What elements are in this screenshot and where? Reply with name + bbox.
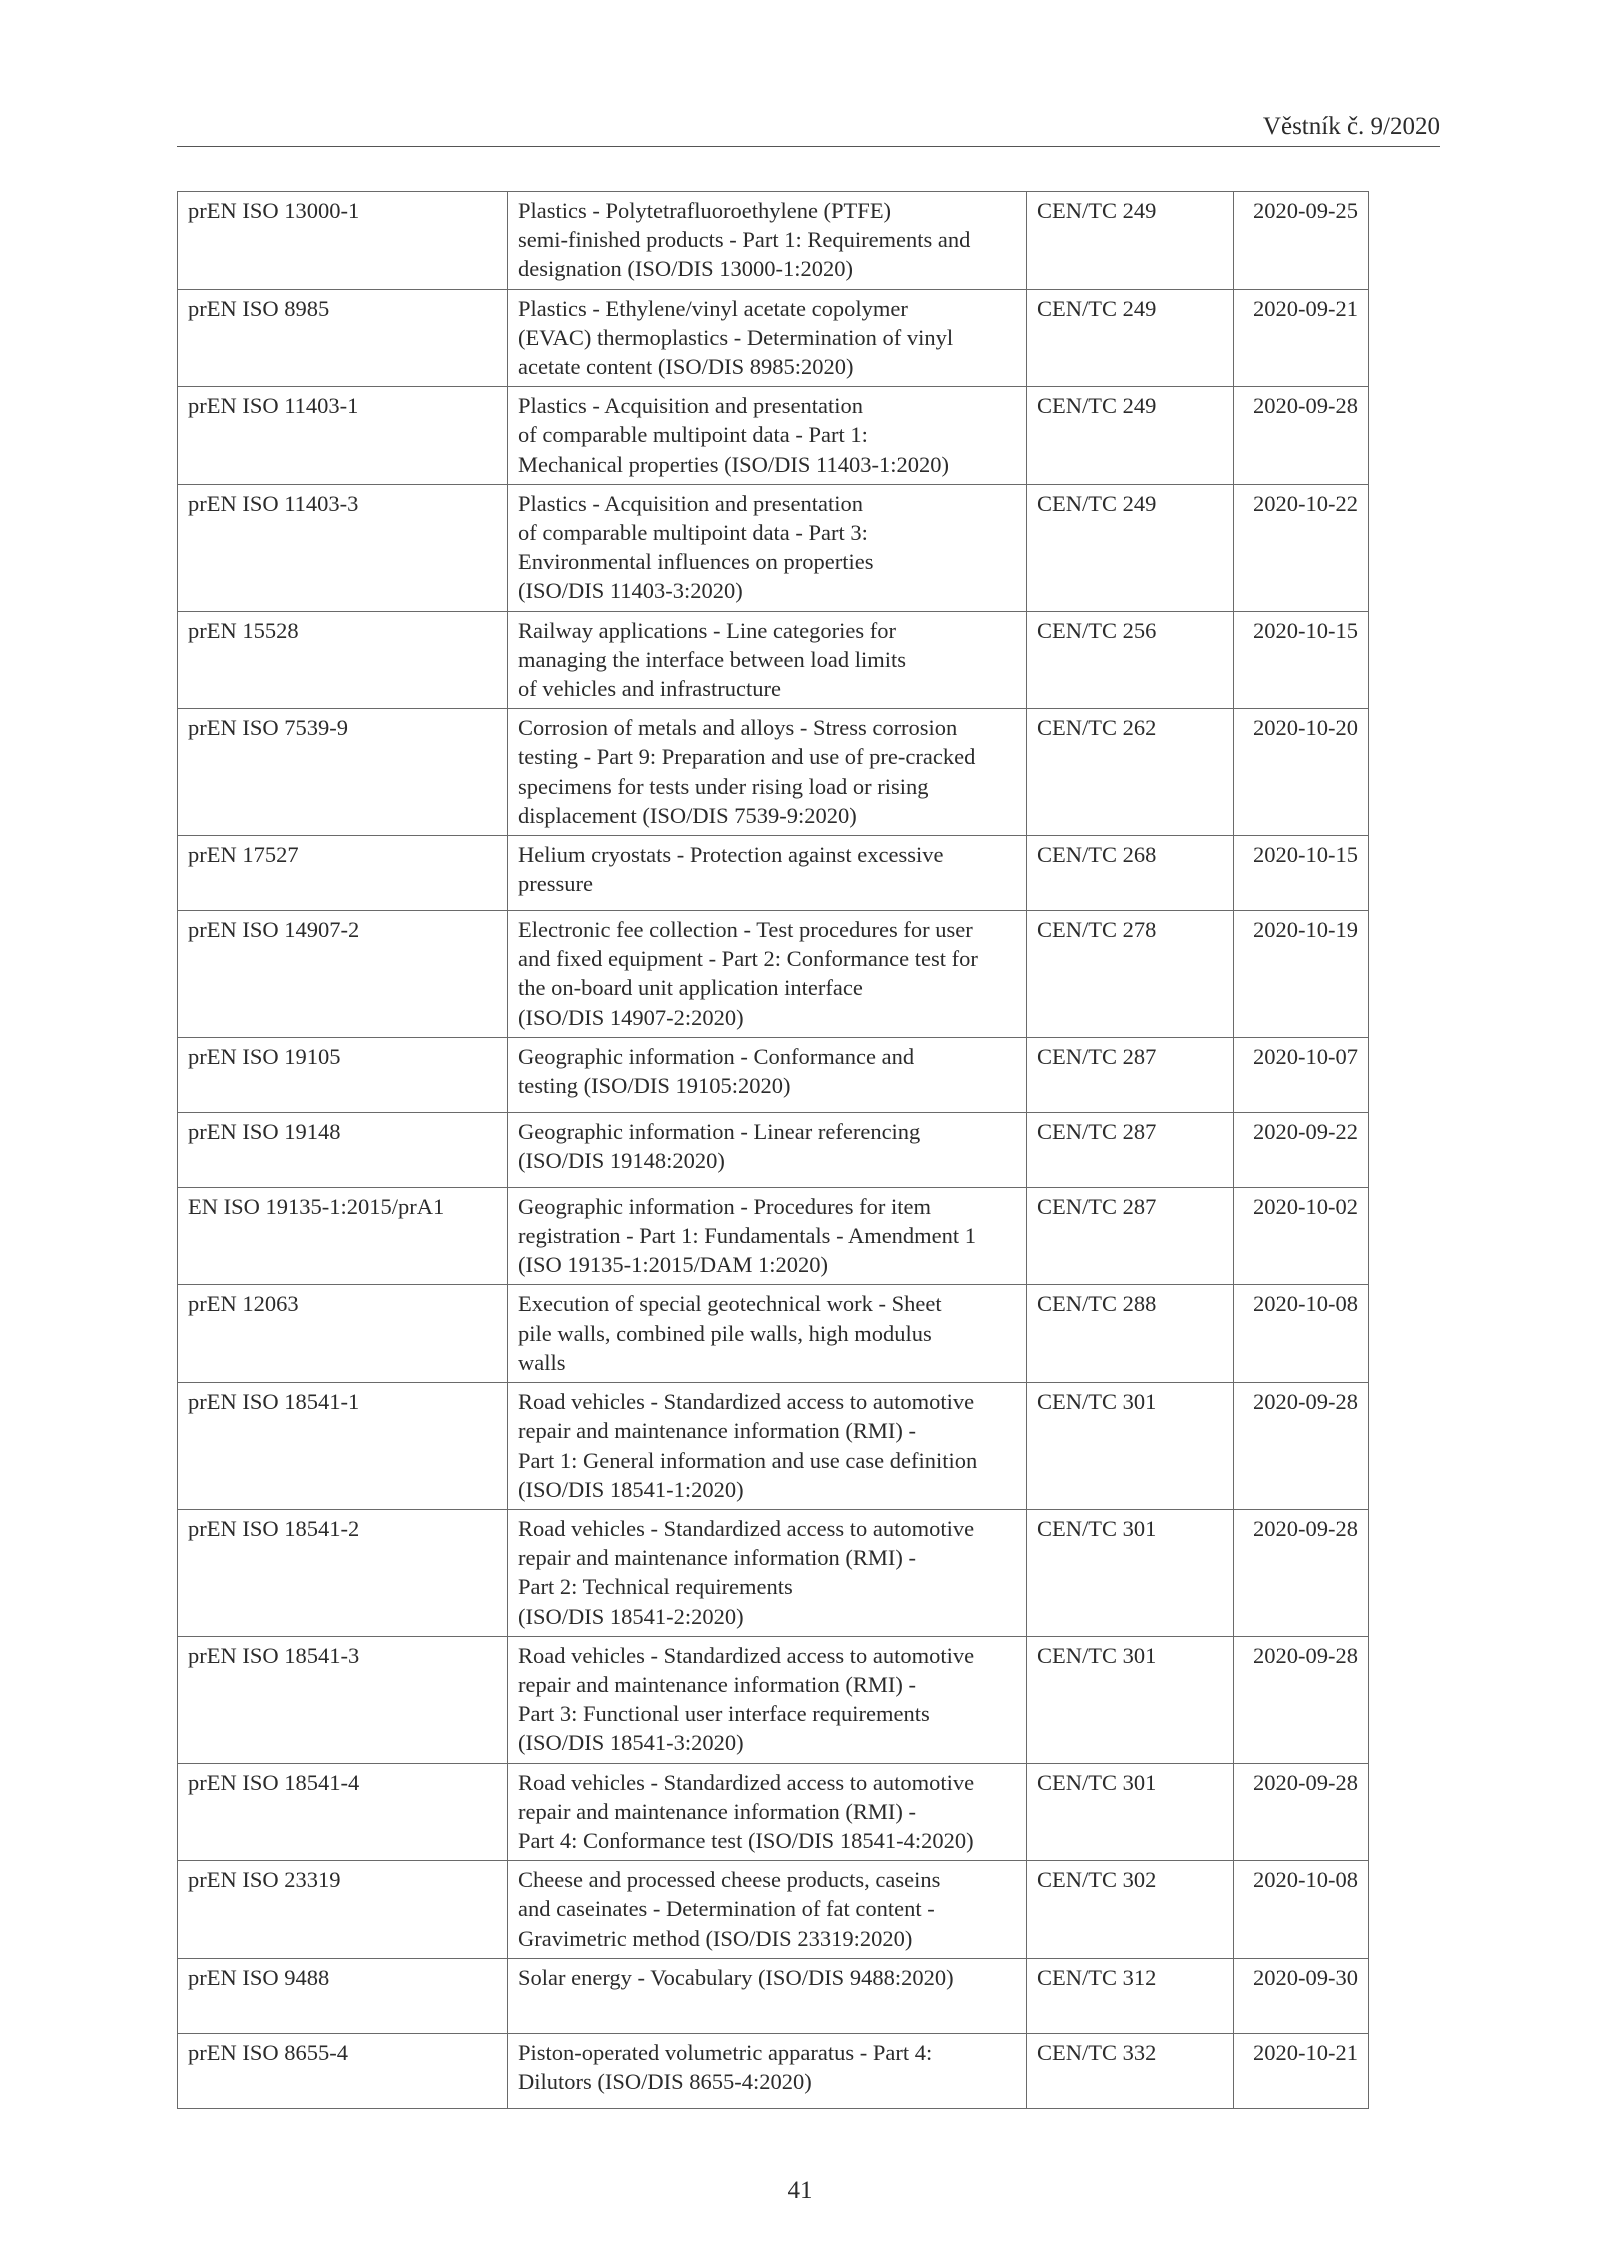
table-row <box>178 1763 1369 1861</box>
title-line: Environmental influences on properties <box>518 549 874 575</box>
title-line: testing - Part 9: Preparation and use of pre-cracked <box>518 744 976 770</box>
deadline-date-cell: 2020-10-02 <box>1234 1187 1369 1285</box>
committee-cell: CEN/TC 287 <box>1027 1037 1234 1112</box>
table-row <box>178 2033 1369 2108</box>
table-row <box>178 289 1369 387</box>
committee-cell: CEN/TC 249 <box>1027 484 1234 611</box>
title-line: of comparable multipoint data - Part 3: <box>518 520 868 546</box>
title-line: Road vehicles - Standardized access to automotive <box>518 1515 975 1541</box>
table-row <box>178 387 1369 485</box>
table-row <box>178 1037 1369 1112</box>
committee-cell: CEN/TC 302 <box>1027 1861 1234 1959</box>
committee-cell: CEN/TC 268 <box>1027 836 1234 911</box>
committee-cell: CEN/TC 312 <box>1027 1958 1234 2033</box>
standard-id-cell: prEN ISO 18541-3 <box>178 1636 508 1763</box>
deadline-date-cell: 2020-10-22 <box>1234 484 1369 611</box>
standard-title-cell <box>508 387 1027 485</box>
deadline-date-cell: 2020-09-28 <box>1234 1509 1369 1636</box>
table-row <box>178 611 1369 709</box>
title-line: Geographic information - Procedures for item <box>518 1193 931 1219</box>
title-line: walls <box>518 1349 566 1375</box>
deadline-date-cell: 2020-10-15 <box>1234 836 1369 911</box>
standard-id-cell: prEN ISO 18541-2 <box>178 1509 508 1636</box>
title-line: Part 3: Functional user interface requirements <box>518 1701 930 1727</box>
standard-id-cell: prEN 17527 <box>178 836 508 911</box>
title-line: of comparable multipoint data - Part 1: <box>518 422 868 448</box>
deadline-date-cell: 2020-10-21 <box>1234 2033 1369 2108</box>
standard-title-cell <box>508 289 1027 387</box>
title-line: repair and maintenance information (RMI) - <box>518 1798 916 1824</box>
title-line: displacement (ISO/DIS 7539-9:2020) <box>518 802 857 828</box>
table-row <box>178 1187 1369 1285</box>
deadline-date-cell: 2020-10-15 <box>1234 611 1369 709</box>
title-line: pressure <box>518 871 593 897</box>
table-row <box>178 192 1369 290</box>
table-row <box>178 1861 1369 1959</box>
title-line: repair and maintenance information (RMI) - <box>518 1671 916 1697</box>
standard-id-cell: prEN ISO 7539-9 <box>178 709 508 836</box>
title-line: Road vehicles - Standardized access to automotive <box>518 1389 975 1415</box>
standard-id-cell: prEN ISO 11403-3 <box>178 484 508 611</box>
title-line: and caseinates - Determination of fat content - <box>518 1896 935 1922</box>
standard-id-cell: prEN ISO 23319 <box>178 1861 508 1959</box>
title-line: (ISO 19135-1:2015/DAM 1:2020) <box>518 1252 828 1278</box>
standard-title-cell <box>508 484 1027 611</box>
title-line: Road vehicles - Standardized access to automotive <box>518 1642 975 1668</box>
deadline-date-cell: 2020-10-08 <box>1234 1861 1369 1959</box>
table-row <box>178 1636 1369 1763</box>
title-line: Plastics - Polytetrafluoroethylene (PTFE) <box>518 198 892 223</box>
deadline-date-cell: 2020-10-08 <box>1234 1285 1369 1383</box>
standard-title-cell <box>508 1861 1027 1959</box>
deadline-date-cell: 2020-09-28 <box>1234 1763 1369 1861</box>
title-line: Corrosion of metals and alloys - Stress corrosion <box>518 715 958 741</box>
standard-title-cell <box>508 1112 1027 1187</box>
committee-cell: CEN/TC 301 <box>1027 1383 1234 1510</box>
committee-cell: CEN/TC 301 <box>1027 1636 1234 1763</box>
standard-title-cell <box>508 1636 1027 1763</box>
standard-id-cell: prEN ISO 18541-1 <box>178 1383 508 1510</box>
title-line: Part 2: Technical requirements <box>518 1574 793 1600</box>
deadline-date-cell: 2020-09-21 <box>1234 289 1369 387</box>
title-line: (ISO/DIS 11403-3:2020) <box>518 578 743 604</box>
standard-id-cell: prEN ISO 11403-1 <box>178 387 508 485</box>
standard-id-cell: prEN ISO 13000-1 <box>178 192 508 290</box>
table-row <box>178 1509 1369 1636</box>
committee-cell: CEN/TC 278 <box>1027 911 1234 1038</box>
title-line: pile walls, combined pile walls, high modulus <box>518 1320 932 1346</box>
title-line: Plastics - Ethylene/vinyl acetate copolymer <box>518 295 908 321</box>
title-line: Railway applications - Line categories for <box>518 617 896 643</box>
table-row <box>178 911 1369 1038</box>
standards-table-body <box>178 192 1369 2109</box>
title-line: Geographic information - Conformance and <box>518 1043 915 1069</box>
title-line: semi-finished products - Part 1: Requirements and <box>518 227 971 253</box>
committee-cell: CEN/TC 332 <box>1027 2033 1234 2108</box>
title-line: Plastics - Acquisition and presentation <box>518 490 863 516</box>
committee-cell: CEN/TC 249 <box>1027 289 1234 387</box>
deadline-date-cell: 2020-10-19 <box>1234 911 1369 1038</box>
title-line: (ISO/DIS 14907-2:2020) <box>518 1004 744 1030</box>
title-line: designation (ISO/DIS 13000-1:2020) <box>518 256 853 282</box>
title-line: (ISO/DIS 19148:2020) <box>518 1148 725 1174</box>
deadline-date-cell: 2020-09-28 <box>1234 1383 1369 1510</box>
deadline-date-cell: 2020-09-25 <box>1234 192 1369 290</box>
title-line: Plastics - Acquisition and presentation <box>518 393 863 419</box>
title-line: Part 4: Conformance test (ISO/DIS 18541-4:2020) <box>518 1827 974 1853</box>
title-line: Gravimetric method (ISO/DIS 23319:2020) <box>518 1925 913 1951</box>
standard-title-cell <box>508 1285 1027 1383</box>
title-line: managing the interface between load limits <box>518 646 906 672</box>
table-row <box>178 1285 1369 1383</box>
committee-cell: CEN/TC 287 <box>1027 1187 1234 1285</box>
standards-table <box>177 191 1369 2109</box>
committee-cell: CEN/TC 249 <box>1027 192 1234 290</box>
title-line: (ISO/DIS 18541-2:2020) <box>518 1603 744 1629</box>
standard-title-cell <box>508 2033 1027 2108</box>
standard-id-cell: prEN ISO 9488 <box>178 1958 508 2033</box>
standard-title-cell <box>508 1383 1027 1510</box>
deadline-date-cell: 2020-09-30 <box>1234 1958 1369 2033</box>
standard-title-cell <box>508 1509 1027 1636</box>
title-line: specimens for tests under rising load or rising <box>518 773 929 799</box>
title-line: testing (ISO/DIS 19105:2020) <box>518 1073 791 1099</box>
standard-id-cell: prEN 15528 <box>178 611 508 709</box>
title-line: Helium cryostats - Protection against excessive <box>518 842 944 868</box>
table-row <box>178 484 1369 611</box>
page-header <box>177 112 1440 147</box>
committee-cell: CEN/TC 288 <box>1027 1285 1234 1383</box>
standard-title-cell <box>508 1763 1027 1861</box>
title-line: (ISO/DIS 18541-3:2020) <box>518 1730 744 1756</box>
title-line: (ISO/DIS 18541-1:2020) <box>518 1476 744 1502</box>
deadline-date-cell: 2020-10-20 <box>1234 709 1369 836</box>
deadline-date-cell: 2020-09-28 <box>1234 1636 1369 1763</box>
title-line: repair and maintenance information (RMI) - <box>518 1418 916 1444</box>
bulletin-title: Věstník č. 9/2020 <box>1262 113 1440 140</box>
standard-title-cell <box>508 911 1027 1038</box>
title-line: Electronic fee collection - Test procedures for user <box>518 917 973 943</box>
title-line: registration - Part 1: Fundamentals - Amendment 1 <box>518 1223 977 1249</box>
table-row <box>178 1958 1369 2033</box>
title-line: Solar energy - Vocabulary (ISO/DIS 9488:2020) <box>518 1964 954 1990</box>
table-row <box>178 1383 1369 1510</box>
table-row <box>178 1112 1369 1187</box>
committee-cell: CEN/TC 249 <box>1027 387 1234 485</box>
standard-title-cell <box>508 709 1027 836</box>
deadline-date-cell: 2020-10-07 <box>1234 1037 1369 1112</box>
committee-cell: CEN/TC 256 <box>1027 611 1234 709</box>
title-line: acetate content (ISO/DIS 8985:2020) <box>518 354 854 380</box>
table-row <box>178 836 1369 911</box>
standard-id-cell: EN ISO 19135-1:2015/prA1 <box>178 1187 508 1285</box>
standard-title-cell <box>508 1958 1027 2033</box>
standard-title-cell <box>508 192 1027 290</box>
title-line: Dilutors (ISO/DIS 8655-4:2020) <box>518 2068 812 2094</box>
standard-id-cell: prEN ISO 14907-2 <box>178 911 508 1038</box>
title-line: repair and maintenance information (RMI) - <box>518 1545 916 1571</box>
title-line: Road vehicles - Standardized access to automotive <box>518 1769 975 1795</box>
table-row <box>178 709 1369 836</box>
committee-cell: CEN/TC 301 <box>1027 1763 1234 1861</box>
standard-id-cell: prEN ISO 19105 <box>178 1037 508 1112</box>
standard-id-cell: prEN ISO 19148 <box>178 1112 508 1187</box>
committee-cell: CEN/TC 287 <box>1027 1112 1234 1187</box>
title-line: Execution of special geotechnical work - Sheet <box>518 1291 942 1317</box>
title-line: Geographic information - Linear referencing <box>518 1118 921 1144</box>
title-line: (EVAC) thermoplastics - Determination of vinyl <box>518 324 954 350</box>
standard-title-cell <box>508 1187 1027 1285</box>
committee-cell: CEN/TC 301 <box>1027 1509 1234 1636</box>
title-line: and fixed equipment - Part 2: Conformance test for <box>518 946 978 972</box>
deadline-date-cell: 2020-09-28 <box>1234 387 1369 485</box>
standard-title-cell <box>508 836 1027 911</box>
title-line: Cheese and processed cheese products, caseins <box>518 1867 941 1893</box>
title-line: of vehicles and infrastructure <box>518 676 782 702</box>
title-line: Mechanical properties (ISO/DIS 11403-1:2020) <box>518 451 949 477</box>
standard-id-cell: prEN ISO 18541-4 <box>178 1763 508 1861</box>
page-number: 41 <box>787 2177 813 2204</box>
standard-id-cell: prEN ISO 8985 <box>178 289 508 387</box>
deadline-date-cell: 2020-09-22 <box>1234 1112 1369 1187</box>
title-line: Piston-operated volumetric apparatus - Part 4: <box>518 2039 933 2065</box>
committee-cell: CEN/TC 262 <box>1027 709 1234 836</box>
standard-id-cell: prEN 12063 <box>178 1285 508 1383</box>
standard-title-cell <box>508 611 1027 709</box>
standard-id-cell: prEN ISO 8655-4 <box>178 2033 508 2108</box>
title-line: the on-board unit application interface <box>518 975 863 1001</box>
title-line: Part 1: General information and use case definition <box>518 1447 978 1473</box>
standard-title-cell <box>508 1037 1027 1112</box>
